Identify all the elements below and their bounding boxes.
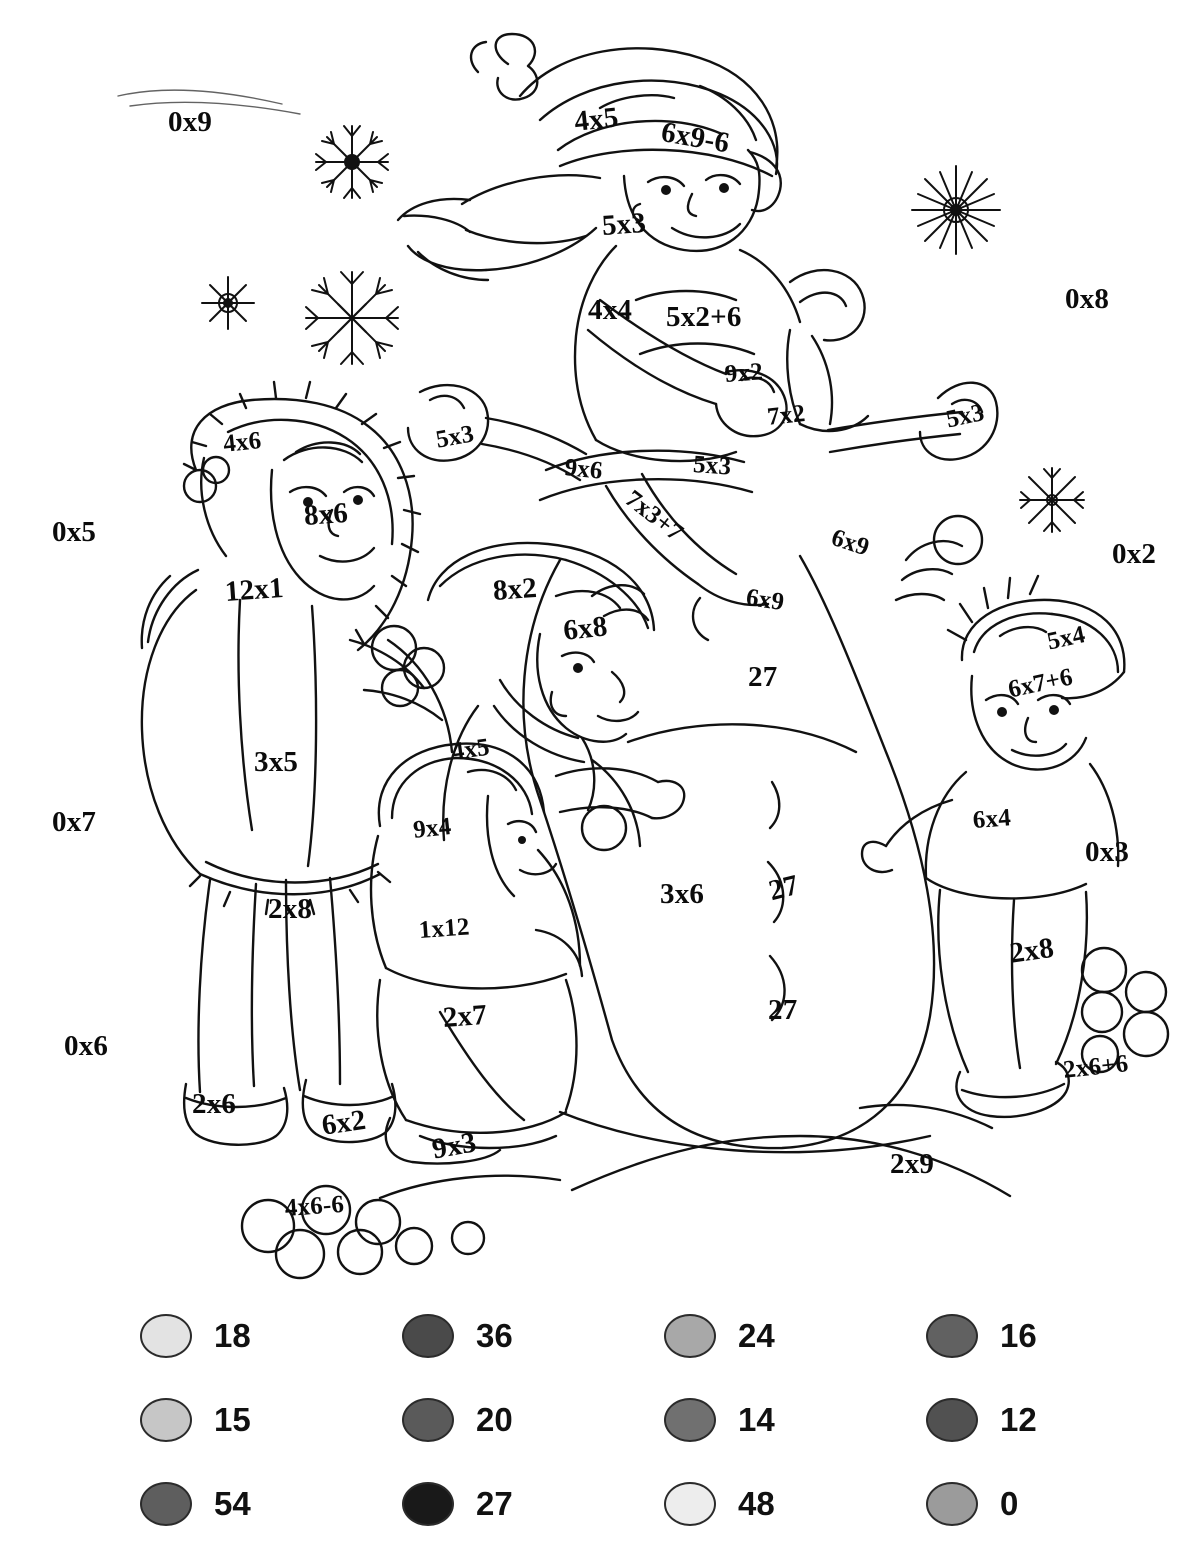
- snowball-pile-bottom: [242, 1186, 484, 1278]
- figure-math-label: 6x9-6: [658, 116, 732, 160]
- legend-entry: [402, 1468, 664, 1540]
- color-key-legend: [0, 1290, 1200, 1546]
- figure-math-label: 5x3: [692, 451, 733, 481]
- figure-math-label: 2x6+6: [1061, 1050, 1130, 1084]
- margin-math-label: 0x8: [1065, 283, 1110, 315]
- margin-math-label: 0x6: [64, 1030, 109, 1062]
- figure-math-label: 4x5: [572, 101, 621, 138]
- legend-row: [0, 1300, 1200, 1372]
- figure-math-label: 1x12: [417, 913, 471, 944]
- legend-entry: [402, 1384, 664, 1456]
- figure-math-label: 4x6-6: [283, 1190, 345, 1222]
- legend-value-label: 24: [738, 1317, 775, 1354]
- color-swatch: [926, 1398, 978, 1442]
- figure-math-label: 8x2: [491, 571, 539, 607]
- figure-math-label: 6x2: [319, 1103, 368, 1142]
- child-crouching: [371, 744, 582, 1164]
- figure-math-label: 9x6: [563, 454, 605, 485]
- figure-math-label: 12x1: [223, 571, 285, 608]
- figure-math-label: 6x8: [561, 610, 610, 647]
- margin-math-label: 0x7: [52, 806, 97, 838]
- legend-value-label: 15: [214, 1401, 251, 1438]
- legend-value-label: 20: [476, 1401, 513, 1438]
- snowman-body: [523, 556, 934, 1152]
- snowman-hand-snowball: [896, 516, 982, 600]
- figure-math-label: 2x7: [441, 998, 489, 1034]
- margin-math-label: 0x5: [52, 516, 97, 548]
- figure-math-label: 3x5: [254, 746, 299, 778]
- figure-math-label: 8x6: [302, 496, 350, 532]
- color-swatch: [140, 1482, 192, 1526]
- legend-value-label: 36: [476, 1317, 513, 1354]
- legend-value-label: 48: [738, 1485, 775, 1522]
- figure-math-label: 4x4: [588, 294, 633, 326]
- legend-entry: [926, 1300, 1188, 1372]
- figure-math-label: 7x2: [765, 400, 807, 431]
- legend-row: [0, 1384, 1200, 1456]
- figure-math-label: 27: [748, 661, 778, 693]
- legend-entry: [402, 1300, 664, 1372]
- legend-entry: [926, 1468, 1188, 1540]
- figure-math-label: 3x6: [660, 878, 705, 910]
- figure-math-label: 9x4: [411, 813, 453, 844]
- figure-math-label: 5x3: [433, 420, 477, 454]
- legend-entry: [664, 1300, 926, 1372]
- legend-entry: [664, 1384, 926, 1456]
- legend-row: [0, 1468, 1200, 1540]
- figure-math-label: 9x2: [723, 358, 764, 388]
- figure-math-label: 4x6: [221, 427, 263, 458]
- color-swatch: [140, 1398, 192, 1442]
- figure-math-label: 5x4: [1044, 621, 1088, 656]
- color-swatch: [926, 1482, 978, 1526]
- legend-entry: [140, 1300, 402, 1372]
- figure-math-label: 5x3: [600, 206, 648, 242]
- figure-math-label: 2x8: [1007, 931, 1056, 970]
- figure-math-label: 7x3+7: [619, 485, 689, 547]
- figure-math-label: 6x4: [971, 804, 1012, 834]
- color-swatch: [140, 1314, 192, 1358]
- legend-value-label: 54: [214, 1485, 251, 1522]
- figure-math-label: 5x2+6: [666, 301, 742, 333]
- color-swatch: [664, 1482, 716, 1526]
- color-swatch: [402, 1482, 454, 1526]
- legend-entry: [140, 1384, 402, 1456]
- legend-value-label: 14: [738, 1401, 775, 1438]
- figure-math-label: 2x8: [268, 893, 313, 925]
- legend-entry: [926, 1384, 1188, 1456]
- figure-math-label: 6x9: [827, 524, 873, 562]
- girl-on-top: [398, 34, 800, 461]
- figure-math-label: 2x9: [890, 1148, 935, 1180]
- legend-value-label: 27: [476, 1485, 513, 1522]
- figure-math-label: 5x3: [943, 399, 987, 434]
- color-swatch: [926, 1314, 978, 1358]
- legend-value-label: 12: [1000, 1401, 1037, 1438]
- legend-value-label: 0: [1000, 1485, 1019, 1522]
- color-swatch: [402, 1398, 454, 1442]
- color-swatch: [402, 1314, 454, 1358]
- color-swatch: [664, 1314, 716, 1358]
- figure-math-label: 9x3: [429, 1126, 479, 1166]
- figure-math-label: 6x7+6: [1005, 663, 1076, 704]
- margin-math-label: 0x2: [1112, 538, 1157, 570]
- figure-math-label: 4x5: [449, 733, 492, 766]
- figure-math-label: 27: [765, 868, 802, 908]
- legend-value-label: 16: [1000, 1317, 1037, 1354]
- figure-math-label: 6x9: [744, 584, 786, 617]
- margin-math-label: 0x9: [168, 106, 213, 138]
- legend-value-label: 18: [214, 1317, 251, 1354]
- margin-math-label: 0x3: [1085, 836, 1130, 868]
- figure-math-label: 27: [768, 994, 798, 1026]
- legend-entry: [140, 1468, 402, 1540]
- color-swatch: [664, 1398, 716, 1442]
- child-middle-profile: [428, 543, 684, 850]
- legend-entry: [664, 1468, 926, 1540]
- figure-math-label: 2x6: [192, 1088, 237, 1120]
